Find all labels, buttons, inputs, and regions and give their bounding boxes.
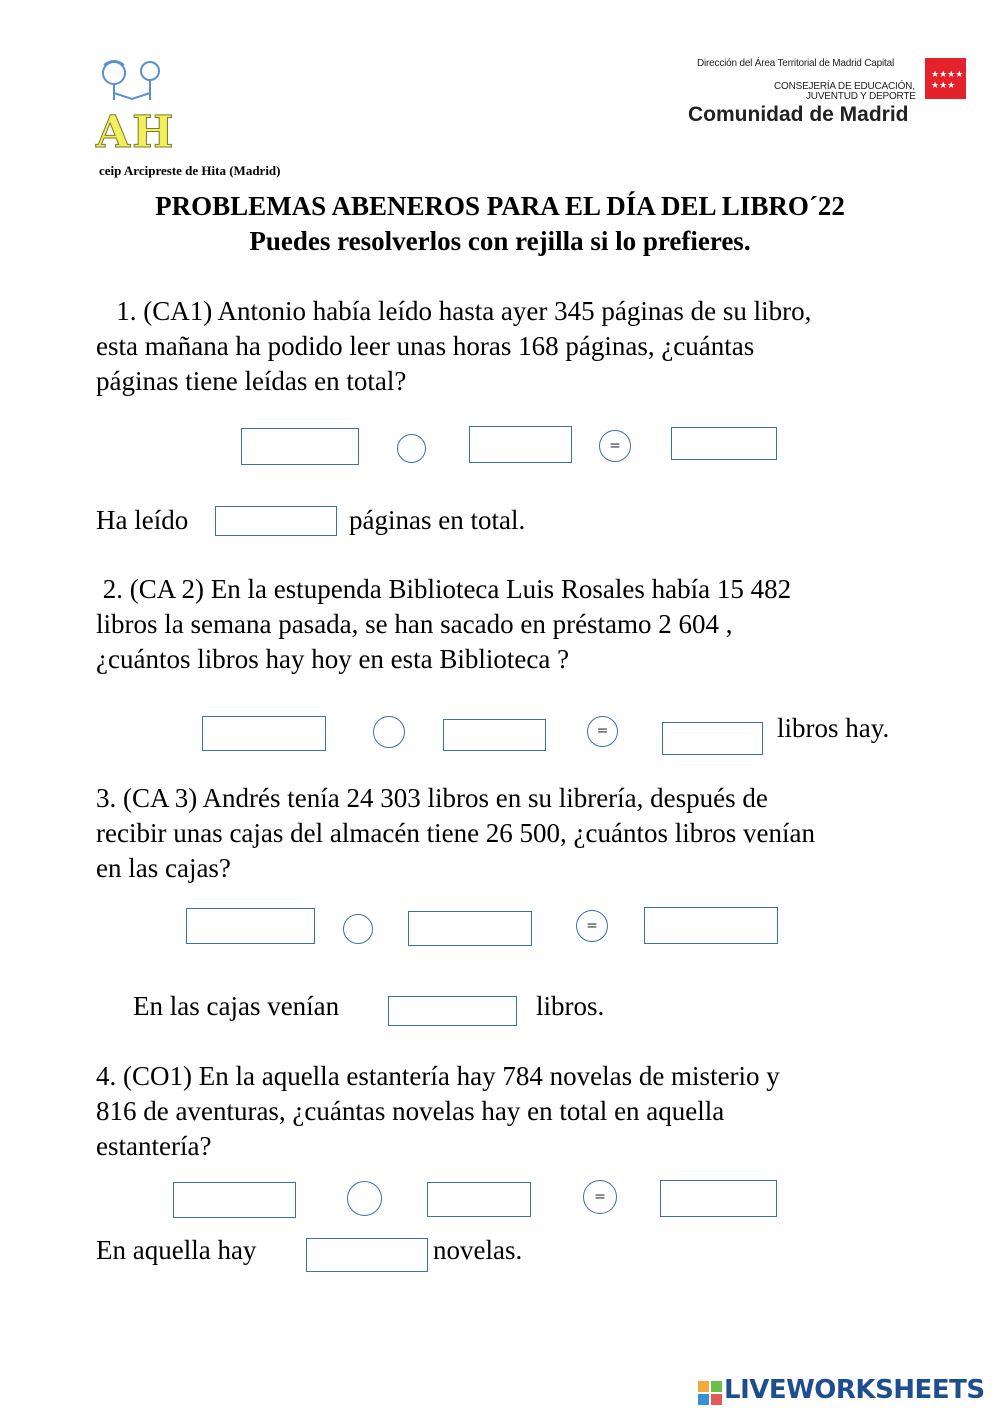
children-logo-icon	[92, 55, 172, 155]
answer-suffix: libros hay.	[777, 713, 890, 743]
operator-input[interactable]	[347, 1181, 382, 1216]
svg-text:★★★★: ★★★★	[931, 70, 964, 80]
problem-text-line: en las cajas?	[96, 853, 231, 883]
answer-prefix: En las cajas venían	[133, 991, 340, 1021]
operand-1-input[interactable]	[241, 428, 359, 465]
equals-sign: =	[576, 910, 608, 942]
answer-input[interactable]	[215, 506, 337, 536]
problem-text-line: 4. (CO1) En la aquella estantería hay 784 novelas de misterio y	[96, 1061, 780, 1091]
operator-input[interactable]	[397, 434, 426, 463]
answer-suffix: novelas.	[433, 1235, 523, 1265]
answer-suffix: libros.	[536, 991, 605, 1021]
madrid-flag-icon	[925, 58, 966, 99]
answer-prefix: Ha leído	[96, 505, 189, 535]
operand-2-input[interactable]	[469, 426, 572, 463]
org-line-2: CONSEJERÍA DE EDUCACIÓN,	[774, 81, 915, 92]
operand-2-input[interactable]	[427, 1182, 531, 1217]
org-line-3: JUVENTUD Y DEPORTE	[806, 91, 916, 102]
liveworksheets-logo-icon	[698, 1381, 722, 1405]
operator-input[interactable]	[343, 914, 373, 944]
worksheet-subtitle: Puedes resolverlos con rejilla si lo prefieres.	[249, 226, 751, 256]
operand-1-input[interactable]	[202, 716, 326, 751]
problem-text-line: 1. (CA1) Antonio había leído hasta ayer 345 páginas de su libro,	[96, 296, 812, 326]
operand-2-input[interactable]	[443, 719, 546, 751]
svg-text:A: A	[96, 107, 131, 155]
problem-text-line: 3. (CA 3) Andrés tenía 24 303 libros en su librería, después de	[96, 783, 768, 813]
school-name: ceip Arcipreste de Hita (Madrid)	[99, 163, 281, 178]
operand-2-input[interactable]	[408, 911, 532, 946]
result-input[interactable]	[671, 427, 777, 460]
operand-1-input[interactable]	[173, 1182, 296, 1218]
problem-text-line: páginas tiene leídas en total?	[96, 366, 407, 396]
problem-text-line: 816 de aventuras, ¿cuántas novelas hay en total en aquella	[96, 1096, 725, 1126]
answer-input[interactable]	[306, 1238, 428, 1272]
liveworksheets-brand: LIVEWORKSHEETS	[724, 1375, 985, 1405]
result-input[interactable]	[644, 907, 778, 944]
svg-text:H: H	[132, 107, 172, 155]
problem-text-line: ¿cuántos libros hay hoy en esta Biblioteca ?	[96, 644, 570, 674]
org-name: Comunidad de Madrid	[688, 103, 909, 126]
operator-input[interactable]	[373, 716, 405, 748]
svg-text:★★★: ★★★	[931, 81, 956, 91]
problem-text-line: esta mañana ha podido leer unas horas 168 páginas, ¿cuántas	[96, 331, 755, 361]
operand-1-input[interactable]	[186, 908, 315, 944]
problem-text-line: libros la semana pasada, se han sacado en préstamo 2 604 ,	[96, 609, 733, 639]
problem-text-line: recibir unas cajas del almacén tiene 26 500, ¿cuántos libros venían	[96, 818, 815, 848]
answer-suffix: páginas en total.	[349, 505, 526, 535]
result-input[interactable]	[662, 722, 763, 755]
result-input[interactable]	[660, 1180, 777, 1217]
worksheet-title: PROBLEMAS ABENEROS PARA EL DÍA DEL LIBRO´22	[155, 191, 845, 221]
problem-text-line: 2. (CA 2) En la estupenda Biblioteca Luis Rosales había 15 482	[96, 574, 792, 604]
problem-text-line: estantería?	[96, 1131, 212, 1161]
equals-sign: =	[587, 716, 618, 747]
org-line-1: Dirección del Área Territorial de Madrid Capital	[697, 58, 894, 69]
equals-sign: =	[599, 430, 631, 462]
answer-prefix: En aquella hay	[96, 1235, 257, 1265]
answer-input[interactable]	[388, 996, 517, 1026]
equals-sign: =	[583, 1180, 617, 1214]
school-logo	[92, 55, 172, 155]
